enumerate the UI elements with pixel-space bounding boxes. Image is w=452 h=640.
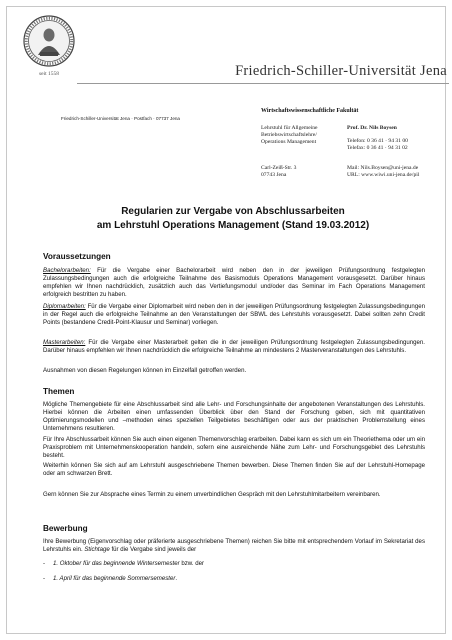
deadline-winter-suffix: bzw. der [179, 560, 205, 567]
professor-name: Prof. Dr. Nils Boysen [347, 125, 397, 131]
faculty-name: Wirtschaftswissenschaftliche Fakultät [261, 108, 359, 114]
diplom-label: Diplomarbeiten: [43, 303, 86, 310]
website-url: URL: www.wiwi.uni-jena.de/pil [347, 172, 420, 179]
paragraph-master [43, 339, 425, 355]
paragraph-diplom [43, 303, 425, 327]
university-name: Friedrich-Schiller-Universität Jena [235, 63, 447, 79]
document-page [6, 6, 446, 634]
phone-block [347, 138, 408, 152]
phone-number: Telefon: 0 36 41 · 94 31 00 [347, 138, 408, 144]
diplom-text: Für die Vergabe einer Diplomarbeit wird neben den in der jeweiligen Prüfungsordnung festgelegten Zulassungsbedingungen in der Regel auch die erfolgreiche Teilnahme an den Veranstaltungen der SBWL des Lehrstuhls vorausgesetzt. Dabei sollten zehn Credit Points (bestandene Credit-Point-Klausur und Seminar) vorliegen. [43, 303, 425, 326]
bewerbung-stichtage: Stichtage [84, 545, 110, 553]
paragraph-themen-4: Gern können Sie zur Absprache eines Termin zu einem unverbindlichen Gespräch mit den Lehrstuhlmitarbeitern vereinbaren. [43, 491, 381, 498]
list-item-deadline-summer [43, 575, 177, 583]
street-address-block [261, 165, 343, 179]
paragraph-bachelor [43, 267, 425, 299]
document-title [27, 205, 439, 232]
chair-line: Betriebswirtschaftslehre/ [261, 132, 317, 139]
university-seal-icon [23, 15, 75, 67]
header-divider [77, 83, 449, 84]
address-line: 07743 Jena [261, 172, 287, 179]
bullet-mark: - [43, 575, 46, 582]
fax-number: Telefax: 0 36 41 · 94 31 02 [347, 145, 408, 152]
title-line: am Lehrstuhl Operations Management (Stand 19.03.2012) [96, 219, 370, 231]
paragraph-bewerbung [43, 538, 425, 554]
paragraph-themen-1: Mögliche Themengebiete für eine Abschlussarbeit sind alle Lehr- und Forschungsinhalte der angebotenen Veranstaltungen des Lehrstuhls. Hierbei können die Arbeiten einen umfassenden Überblick über den Stand der Forschung geben, sich mit quantitativen Optimierungsmodellen und –methoden eines speziellen Teilgebietes beschäftigen oder aus der praktischen Problemstellung eines Unternehmens resultieren. [43, 401, 425, 432]
chair-line: Lehrstuhl für Allgemeine [261, 125, 318, 131]
chair-block [261, 125, 343, 147]
bachelor-label: Bachelorarbeiten: [43, 267, 91, 274]
paragraph-themen-2: Für Ihre Abschlussarbeit können Sie auch einen eigenen Themenvorschlag erarbeiten. Dabei kann es sich um ein Theoriethema oder um ein Praxisproblem mit Unternehmenskooperation handeln, sofern eine ausreichende Nähe zum Lehr- und Forschungsgebiet des Lehrstuhls besteht. [43, 436, 425, 459]
sender-address-line: Friedrich-Schiller-Universität Jena · Postfach · 07737 Jena [61, 116, 180, 121]
section-heading-bewerbung: Bewerbung [43, 524, 88, 533]
master-label: Masterarbeiten: [43, 339, 86, 346]
list-item-deadline-winter [43, 560, 204, 568]
email-address: Mail: Nils.Boysen@uni-jena.de [347, 165, 419, 171]
section-heading-themen: Themen [43, 387, 75, 396]
bewerbung-text-before: Ihre Bewerbung (Eigenvorschlag oder präferierte ausgeschriebene Themen) reichen Sie bitte mit entsprechendem Vorlauf im Sekretariat des Lehrstuhls ein. [43, 538, 425, 553]
chair-line: Operations Management [261, 139, 317, 146]
address-line: Carl-Zeiß-Str. 3 [261, 165, 297, 171]
paragraph-exceptions: Ausnahmen von diesen Regelungen können im Einzelfall getroffen werden. [43, 367, 247, 374]
deadline-winter: 1. Oktober für das beginnende Wintersemester [53, 560, 180, 567]
seal-caption: seit 1558 [38, 71, 59, 77]
section-heading-voraussetzungen: Voraussetzungen [43, 252, 111, 261]
contact-block [347, 165, 419, 179]
bewerbung-text-after: für die Vergabe sind jeweils der [109, 545, 197, 553]
deadline-summer: 1. April für das beginnende Sommersemester [53, 575, 176, 582]
title-line: Regularien zur Vergabe von Abschlussarbeiten [121, 206, 345, 217]
deadline-summer-suffix: . [175, 575, 178, 582]
bullet-mark: - [43, 560, 46, 567]
bachelor-text: Für die Vergabe einer Bachelorarbeit wird neben den in der jeweiligen Prüfungsordnung festgelegten Zulassungsbedingungen auch die erfolgreiche Teilnahme des Basismoduls Operations Management vorausgesetzt. Darüber hinaus empfehlen wir Ihnen nachdrücklich, zusätzlich auch das Vertiefungsmodul und/oder das Seminar im Fach Operations Management erfolgreich bestritten zu haben. [43, 267, 425, 298]
paragraph-themen-3: Weiterhin können Sie sich auf am Lehrstuhl ausgeschriebene Themen bewerben. Diese Themen finden Sie auf der Lehrstuhl-Homepage oder am schwarzen Brett. [43, 462, 425, 477]
master-text: Für die Vergabe einer Masterarbeit gelten die in der jeweiligen Prüfungsordnung festgelegten Zulassungsbedingungen. Darüber hinaus empfehlen wir Ihnen nachdrücklich die erfolgreiche Teilnahme an mindestens 2 Masterveranstaltungen des Lehrstuhls. [43, 339, 425, 354]
